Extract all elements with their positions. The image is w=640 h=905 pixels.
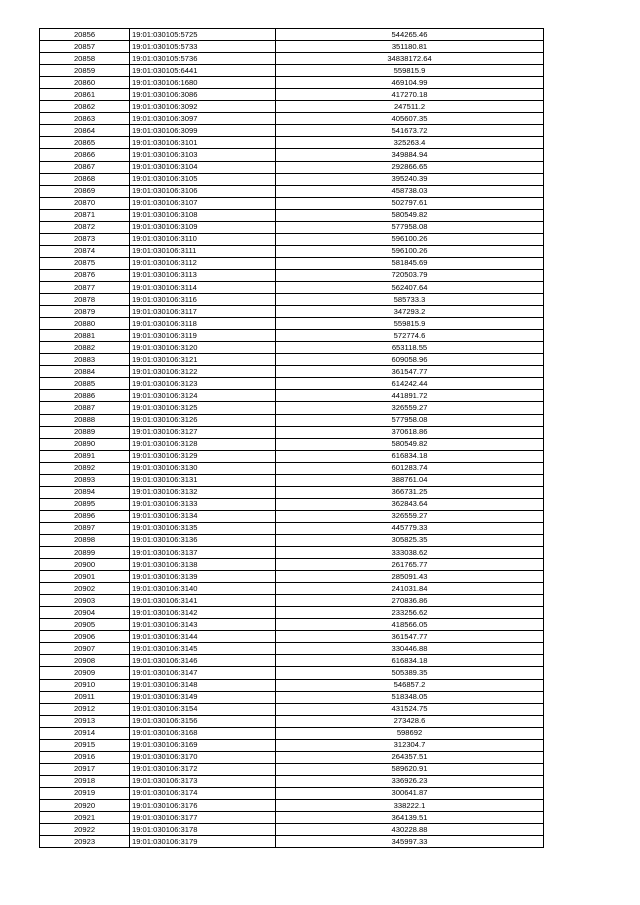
cadastral-value-table	[39, 28, 544, 848]
table-row	[40, 643, 544, 655]
cadastral-value-cell: 559815.9	[276, 65, 544, 77]
row-number-cell: 20900	[40, 559, 130, 571]
cadastral-value-cell: 326559.27	[276, 510, 544, 522]
cadastral-number-cell: 19:01:030106:3101	[130, 137, 276, 149]
row-number-cell: 20896	[40, 510, 130, 522]
cadastral-value-cell: 330446.88	[276, 643, 544, 655]
table-row	[40, 269, 544, 281]
row-number-cell: 20866	[40, 149, 130, 161]
row-number-cell: 20863	[40, 113, 130, 125]
cadastral-number-cell: 19:01:030106:3141	[130, 595, 276, 607]
row-number-cell: 20910	[40, 679, 130, 691]
table-row	[40, 812, 544, 824]
cadastral-value-cell: 34838172.64	[276, 53, 544, 65]
table-row	[40, 342, 544, 354]
row-number-cell: 20867	[40, 161, 130, 173]
cadastral-number-cell: 19:01:030106:3103	[130, 149, 276, 161]
table-row	[40, 631, 544, 643]
cadastral-number-cell: 19:01:030106:3099	[130, 125, 276, 137]
cadastral-value-cell: 601283.74	[276, 462, 544, 474]
table-row	[40, 137, 544, 149]
cadastral-number-cell: 19:01:030106:3124	[130, 390, 276, 402]
cadastral-number-cell: 19:01:030106:3112	[130, 257, 276, 269]
row-number-cell: 20865	[40, 137, 130, 149]
cadastral-number-cell: 19:01:030106:3149	[130, 691, 276, 703]
cadastral-number-cell: 19:01:030106:3123	[130, 378, 276, 390]
cadastral-number-cell: 19:01:030105:5725	[130, 29, 276, 41]
cadastral-number-cell: 19:01:030106:3139	[130, 571, 276, 583]
row-number-cell: 20898	[40, 534, 130, 546]
table-row	[40, 547, 544, 559]
cadastral-value-cell: 336926.23	[276, 775, 544, 787]
table-row	[40, 619, 544, 631]
table-row	[40, 161, 544, 173]
row-number-cell: 20920	[40, 800, 130, 812]
row-number-cell: 20919	[40, 787, 130, 799]
row-number-cell: 20879	[40, 306, 130, 318]
cadastral-value-cell: 338222.1	[276, 800, 544, 812]
cadastral-value-cell: 562407.64	[276, 281, 544, 293]
cadastral-value-cell: 362843.64	[276, 498, 544, 510]
table-row	[40, 583, 544, 595]
table-row	[40, 185, 544, 197]
table-row	[40, 257, 544, 269]
row-number-cell: 20907	[40, 643, 130, 655]
row-number-cell: 20876	[40, 269, 130, 281]
row-number-cell: 20864	[40, 125, 130, 137]
row-number-cell: 20915	[40, 739, 130, 751]
cadastral-value-cell: 418566.05	[276, 619, 544, 631]
cadastral-number-cell: 19:01:030106:3148	[130, 679, 276, 691]
cadastral-number-cell: 19:01:030106:3138	[130, 559, 276, 571]
cadastral-number-cell: 19:01:030106:3147	[130, 667, 276, 679]
table-row	[40, 450, 544, 462]
row-number-cell: 20859	[40, 65, 130, 77]
table-row	[40, 245, 544, 257]
cadastral-number-cell: 19:01:030106:3144	[130, 631, 276, 643]
row-number-cell: 20912	[40, 703, 130, 715]
row-number-cell: 20862	[40, 101, 130, 113]
row-number-cell: 20892	[40, 462, 130, 474]
table-row	[40, 29, 544, 41]
cadastral-number-cell: 19:01:030106:3129	[130, 450, 276, 462]
row-number-cell: 20891	[40, 450, 130, 462]
table-row	[40, 101, 544, 113]
cadastral-number-cell: 19:01:030106:3145	[130, 643, 276, 655]
table-row	[40, 727, 544, 739]
cadastral-number-cell: 19:01:030106:3130	[130, 462, 276, 474]
cadastral-value-cell: 233256.62	[276, 607, 544, 619]
table-row	[40, 89, 544, 101]
cadastral-number-cell: 19:01:030106:3086	[130, 89, 276, 101]
row-number-cell: 20884	[40, 366, 130, 378]
row-number-cell: 20886	[40, 390, 130, 402]
row-number-cell: 20902	[40, 583, 130, 595]
table-row	[40, 559, 544, 571]
table-row	[40, 318, 544, 330]
table-row	[40, 149, 544, 161]
cadastral-value-cell: 502797.61	[276, 197, 544, 209]
cadastral-number-cell: 19:01:030106:3140	[130, 583, 276, 595]
cadastral-value-cell: 720503.79	[276, 269, 544, 281]
cadastral-number-cell: 19:01:030106:1680	[130, 77, 276, 89]
table-row	[40, 691, 544, 703]
cadastral-number-cell: 19:01:030106:3122	[130, 366, 276, 378]
cadastral-number-cell: 19:01:030106:3154	[130, 703, 276, 715]
cadastral-number-cell: 19:01:030106:3174	[130, 787, 276, 799]
cadastral-value-cell: 441891.72	[276, 390, 544, 402]
cadastral-value-cell: 305825.35	[276, 534, 544, 546]
cadastral-number-cell: 19:01:030106:3168	[130, 727, 276, 739]
row-number-cell: 20861	[40, 89, 130, 101]
table-row	[40, 775, 544, 787]
cadastral-number-cell: 19:01:030106:3137	[130, 547, 276, 559]
row-number-cell: 20921	[40, 812, 130, 824]
row-number-cell: 20913	[40, 715, 130, 727]
cadastral-number-cell: 19:01:030106:3126	[130, 414, 276, 426]
cadastral-value-cell: 541673.72	[276, 125, 544, 137]
row-number-cell: 20881	[40, 330, 130, 342]
cadastral-number-cell: 19:01:030106:3133	[130, 498, 276, 510]
cadastral-number-cell: 19:01:030106:3121	[130, 354, 276, 366]
cadastral-value-cell: 366731.25	[276, 486, 544, 498]
cadastral-number-cell: 19:01:030106:3110	[130, 233, 276, 245]
cadastral-value-cell: 349884.94	[276, 149, 544, 161]
row-number-cell: 20922	[40, 824, 130, 836]
row-number-cell: 20883	[40, 354, 130, 366]
cadastral-value-cell: 333038.62	[276, 547, 544, 559]
cadastral-value-cell: 364139.51	[276, 812, 544, 824]
cadastral-number-cell: 19:01:030106:3116	[130, 294, 276, 306]
table-row	[40, 571, 544, 583]
cadastral-number-cell: 19:01:030106:3142	[130, 607, 276, 619]
cadastral-value-cell: 395240.39	[276, 173, 544, 185]
cadastral-value-cell: 596100.26	[276, 233, 544, 245]
row-number-cell: 20895	[40, 498, 130, 510]
cadastral-number-cell: 19:01:030106:3109	[130, 221, 276, 233]
cadastral-value-cell: 458738.03	[276, 185, 544, 197]
cadastral-value-cell: 405607.35	[276, 113, 544, 125]
cadastral-value-cell: 585733.3	[276, 294, 544, 306]
cadastral-value-cell: 546857.2	[276, 679, 544, 691]
cadastral-number-cell: 19:01:030105:5736	[130, 53, 276, 65]
row-number-cell: 20923	[40, 836, 130, 848]
row-number-cell: 20857	[40, 41, 130, 53]
table-row	[40, 667, 544, 679]
table-row	[40, 679, 544, 691]
cadastral-value-cell: 572774.6	[276, 330, 544, 342]
row-number-cell: 20868	[40, 173, 130, 185]
cadastral-value-cell: 351180.81	[276, 41, 544, 53]
cadastral-value-cell: 264357.51	[276, 751, 544, 763]
row-number-cell: 20904	[40, 607, 130, 619]
row-number-cell: 20889	[40, 426, 130, 438]
table-row	[40, 824, 544, 836]
cadastral-number-cell: 19:01:030106:3113	[130, 269, 276, 281]
row-number-cell: 20905	[40, 619, 130, 631]
table-row	[40, 390, 544, 402]
row-number-cell: 20860	[40, 77, 130, 89]
cadastral-number-cell: 19:01:030106:3114	[130, 281, 276, 293]
cadastral-number-cell: 19:01:030106:3092	[130, 101, 276, 113]
cadastral-value-cell: 559815.9	[276, 318, 544, 330]
table-row	[40, 510, 544, 522]
cadastral-value-cell: 292866.65	[276, 161, 544, 173]
table-row	[40, 414, 544, 426]
table-row	[40, 221, 544, 233]
table-row	[40, 655, 544, 667]
cadastral-value-cell: 326559.27	[276, 402, 544, 414]
cadastral-value-cell: 445779.33	[276, 522, 544, 534]
cadastral-value-cell: 616834.18	[276, 450, 544, 462]
table-row	[40, 836, 544, 848]
cadastral-number-cell: 19:01:030106:3128	[130, 438, 276, 450]
cadastral-number-cell: 19:01:030106:3178	[130, 824, 276, 836]
cadastral-value-cell: 370618.86	[276, 426, 544, 438]
table-row	[40, 763, 544, 775]
cadastral-value-cell: 300641.87	[276, 787, 544, 799]
table-row	[40, 715, 544, 727]
cadastral-value-cell: 241031.84	[276, 583, 544, 595]
cadastral-number-cell: 19:01:030106:3173	[130, 775, 276, 787]
row-number-cell: 20901	[40, 571, 130, 583]
cadastral-number-cell: 19:01:030106:3156	[130, 715, 276, 727]
row-number-cell: 20899	[40, 547, 130, 559]
cadastral-number-cell: 19:01:030106:3136	[130, 534, 276, 546]
cadastral-value-cell: 596100.26	[276, 245, 544, 257]
table-row	[40, 173, 544, 185]
table-row	[40, 281, 544, 293]
cadastral-value-cell: 609058.96	[276, 354, 544, 366]
cadastral-value-cell: 598692	[276, 727, 544, 739]
row-number-cell: 20909	[40, 667, 130, 679]
cadastral-value-cell: 325263.4	[276, 137, 544, 149]
cadastral-value-cell: 505389.35	[276, 667, 544, 679]
cadastral-number-cell: 19:01:030106:3097	[130, 113, 276, 125]
cadastral-value-cell: 469104.99	[276, 77, 544, 89]
cadastral-number-cell: 19:01:030106:3143	[130, 619, 276, 631]
cadastral-number-cell: 19:01:030106:3134	[130, 510, 276, 522]
row-number-cell: 20917	[40, 763, 130, 775]
cadastral-number-cell: 19:01:030106:3169	[130, 739, 276, 751]
table-row	[40, 462, 544, 474]
table-row	[40, 534, 544, 546]
cadastral-value-cell: 589620.91	[276, 763, 544, 775]
cadastral-value-cell: 347293.2	[276, 306, 544, 318]
row-number-cell: 20877	[40, 281, 130, 293]
cadastral-number-cell: 19:01:030106:3111	[130, 245, 276, 257]
row-number-cell: 20856	[40, 29, 130, 41]
cadastral-number-cell: 19:01:030106:3125	[130, 402, 276, 414]
cadastral-number-cell: 19:01:030106:3170	[130, 751, 276, 763]
table-row	[40, 41, 544, 53]
table-row	[40, 522, 544, 534]
cadastral-value-cell: 417270.18	[276, 89, 544, 101]
row-number-cell: 20869	[40, 185, 130, 197]
table-row	[40, 703, 544, 715]
table-row	[40, 751, 544, 763]
cadastral-value-cell: 518348.05	[276, 691, 544, 703]
row-number-cell: 20858	[40, 53, 130, 65]
table-row	[40, 739, 544, 751]
table-row	[40, 607, 544, 619]
row-number-cell: 20870	[40, 197, 130, 209]
row-number-cell: 20878	[40, 294, 130, 306]
cadastral-value-cell: 261765.77	[276, 559, 544, 571]
cadastral-number-cell: 19:01:030106:3120	[130, 342, 276, 354]
cadastral-number-cell: 19:01:030106:3172	[130, 763, 276, 775]
table-row	[40, 77, 544, 89]
row-number-cell: 20888	[40, 414, 130, 426]
table-row	[40, 595, 544, 607]
row-number-cell: 20908	[40, 655, 130, 667]
table-row	[40, 330, 544, 342]
table-row	[40, 113, 544, 125]
row-number-cell: 20911	[40, 691, 130, 703]
cadastral-number-cell: 19:01:030106:3146	[130, 655, 276, 667]
cadastral-number-cell: 19:01:030106:3131	[130, 474, 276, 486]
row-number-cell: 20873	[40, 233, 130, 245]
cadastral-value-cell: 285091.43	[276, 571, 544, 583]
cadastral-number-cell: 19:01:030106:3108	[130, 209, 276, 221]
cadastral-number-cell: 19:01:030106:3107	[130, 197, 276, 209]
table-row	[40, 787, 544, 799]
cadastral-value-cell: 577958.08	[276, 414, 544, 426]
row-number-cell: 20918	[40, 775, 130, 787]
cadastral-value-cell: 431524.75	[276, 703, 544, 715]
table-row	[40, 474, 544, 486]
table-row	[40, 366, 544, 378]
table-row	[40, 306, 544, 318]
row-number-cell: 20890	[40, 438, 130, 450]
row-number-cell: 20874	[40, 245, 130, 257]
table-row	[40, 233, 544, 245]
table-row	[40, 438, 544, 450]
cadastral-value-cell: 653118.55	[276, 342, 544, 354]
cadastral-number-cell: 19:01:030105:5733	[130, 41, 276, 53]
cadastral-value-cell: 361547.77	[276, 366, 544, 378]
table-row	[40, 800, 544, 812]
cadastral-value-cell: 388761.04	[276, 474, 544, 486]
cadastral-number-cell: 19:01:030106:3119	[130, 330, 276, 342]
table-row	[40, 294, 544, 306]
row-number-cell: 20875	[40, 257, 130, 269]
cadastral-number-cell: 19:01:030106:3105	[130, 173, 276, 185]
cadastral-number-cell: 19:01:030106:3127	[130, 426, 276, 438]
table-row	[40, 486, 544, 498]
row-number-cell: 20893	[40, 474, 130, 486]
cadastral-value-cell: 273428.6	[276, 715, 544, 727]
table-row	[40, 378, 544, 390]
cadastral-value-cell: 430228.88	[276, 824, 544, 836]
row-number-cell: 20887	[40, 402, 130, 414]
cadastral-value-cell: 616834.18	[276, 655, 544, 667]
cadastral-value-cell: 544265.46	[276, 29, 544, 41]
row-number-cell: 20894	[40, 486, 130, 498]
table-row	[40, 53, 544, 65]
table-row	[40, 65, 544, 77]
cadastral-number-cell: 19:01:030106:3132	[130, 486, 276, 498]
table-row	[40, 354, 544, 366]
cadastral-value-cell: 270836.86	[276, 595, 544, 607]
row-number-cell: 20882	[40, 342, 130, 354]
row-number-cell: 20871	[40, 209, 130, 221]
cadastral-number-cell: 19:01:030106:3106	[130, 185, 276, 197]
row-number-cell: 20872	[40, 221, 130, 233]
row-number-cell: 20897	[40, 522, 130, 534]
cadastral-value-cell: 361547.77	[276, 631, 544, 643]
cadastral-number-cell: 19:01:030106:3176	[130, 800, 276, 812]
cadastral-number-cell: 19:01:030106:3104	[130, 161, 276, 173]
table-row	[40, 498, 544, 510]
row-number-cell: 20914	[40, 727, 130, 739]
cadastral-value-cell: 345997.33	[276, 836, 544, 848]
table-row	[40, 426, 544, 438]
table-row	[40, 402, 544, 414]
table-body	[40, 29, 544, 848]
table-row	[40, 209, 544, 221]
cadastral-number-cell: 19:01:030106:3179	[130, 836, 276, 848]
cadastral-value-cell: 312304.7	[276, 739, 544, 751]
cadastral-value-cell: 614242.44	[276, 378, 544, 390]
cadastral-number-cell: 19:01:030106:3135	[130, 522, 276, 534]
cadastral-number-cell: 19:01:030106:3177	[130, 812, 276, 824]
table-row	[40, 197, 544, 209]
row-number-cell: 20885	[40, 378, 130, 390]
row-number-cell: 20916	[40, 751, 130, 763]
cadastral-value-cell: 580549.82	[276, 209, 544, 221]
row-number-cell: 20903	[40, 595, 130, 607]
cadastral-value-cell: 581845.69	[276, 257, 544, 269]
cadastral-number-cell: 19:01:030106:3118	[130, 318, 276, 330]
cadastral-number-cell: 19:01:030106:3117	[130, 306, 276, 318]
cadastral-number-cell: 19:01:030105:6441	[130, 65, 276, 77]
row-number-cell: 20906	[40, 631, 130, 643]
cadastral-value-cell: 580549.82	[276, 438, 544, 450]
table-row	[40, 125, 544, 137]
cadastral-value-cell: 577958.08	[276, 221, 544, 233]
row-number-cell: 20880	[40, 318, 130, 330]
cadastral-value-cell: 247511.2	[276, 101, 544, 113]
